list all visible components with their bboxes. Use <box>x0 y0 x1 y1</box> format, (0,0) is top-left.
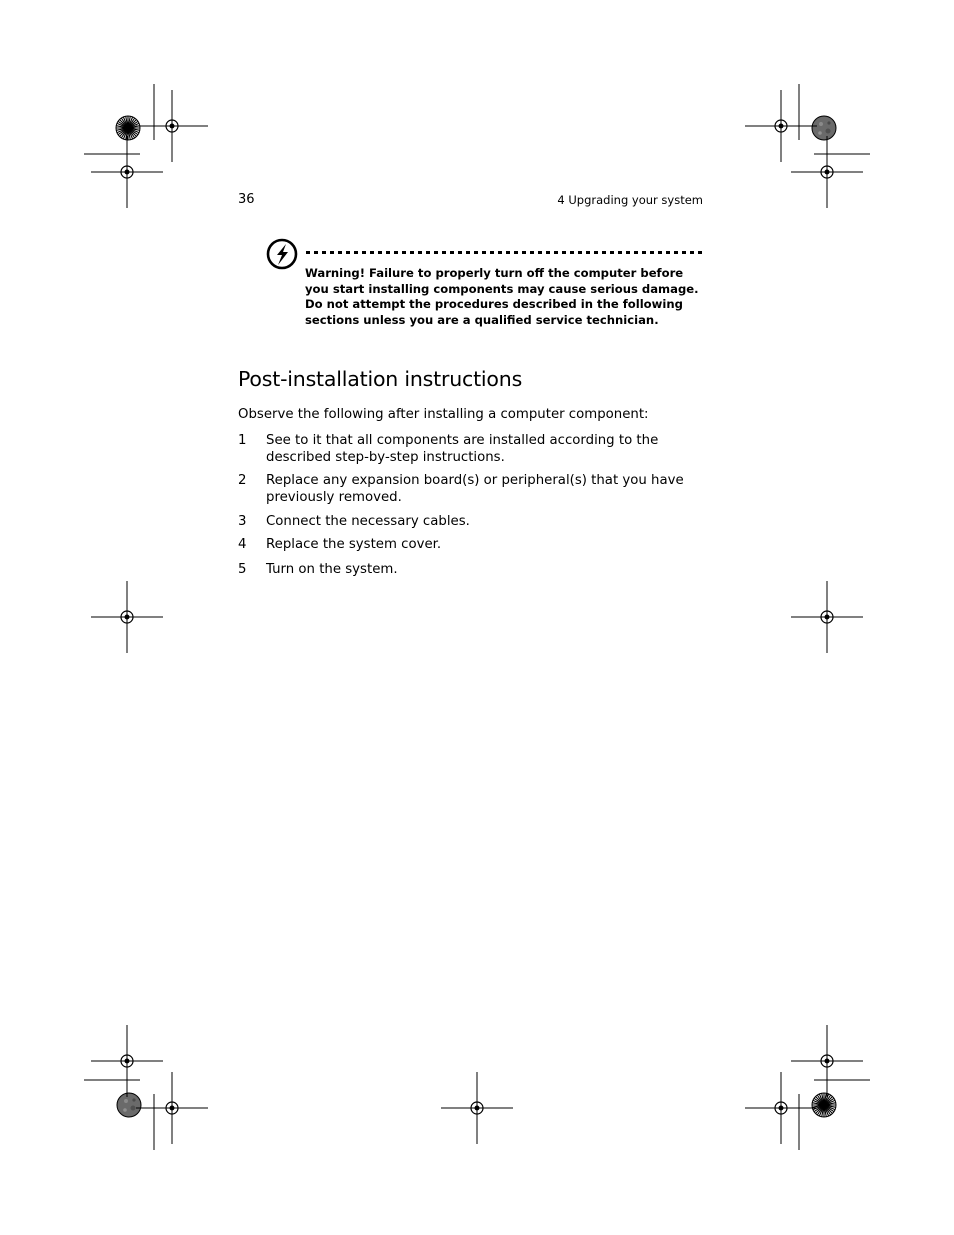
list-item <box>238 513 708 530</box>
list-item <box>238 536 708 553</box>
list-item <box>238 432 708 466</box>
step-text: Connect the necessary cables. <box>266 514 470 529</box>
intro-paragraph: Observe the following after installing a computer component: <box>238 407 649 422</box>
chapter-header: 4 Upgrading your system <box>557 193 703 207</box>
list-item <box>238 561 708 578</box>
warning-line-1: Warning! Failure to properly turn off the computer before you start installing components may cause serious damage. <box>305 266 699 296</box>
step-number: 5 <box>238 562 247 577</box>
page-number: 36 <box>238 192 255 207</box>
step-text: Replace any expansion board(s) or peripheral(s) that you have previously removed. <box>266 473 684 505</box>
warning-text <box>305 266 705 328</box>
step-number: 3 <box>238 514 247 529</box>
step-text: Turn on the system. <box>266 562 398 577</box>
step-text: See to it that all components are installed according to the described step-by-step instructions. <box>266 433 659 465</box>
step-number: 1 <box>238 433 247 448</box>
warning-lightning-icon <box>266 238 298 270</box>
steps-list <box>238 432 708 578</box>
list-item <box>238 472 708 506</box>
step-number: 2 <box>238 473 247 488</box>
section-title: Post-installation instructions <box>238 367 523 391</box>
step-number: 4 <box>238 537 247 552</box>
warning-line-2: Do not attempt the procedures described in the following sections unless you are a qualified service technician. <box>305 297 683 327</box>
warning-dotted-rule <box>306 251 704 254</box>
step-text: Replace the system cover. <box>266 537 442 552</box>
